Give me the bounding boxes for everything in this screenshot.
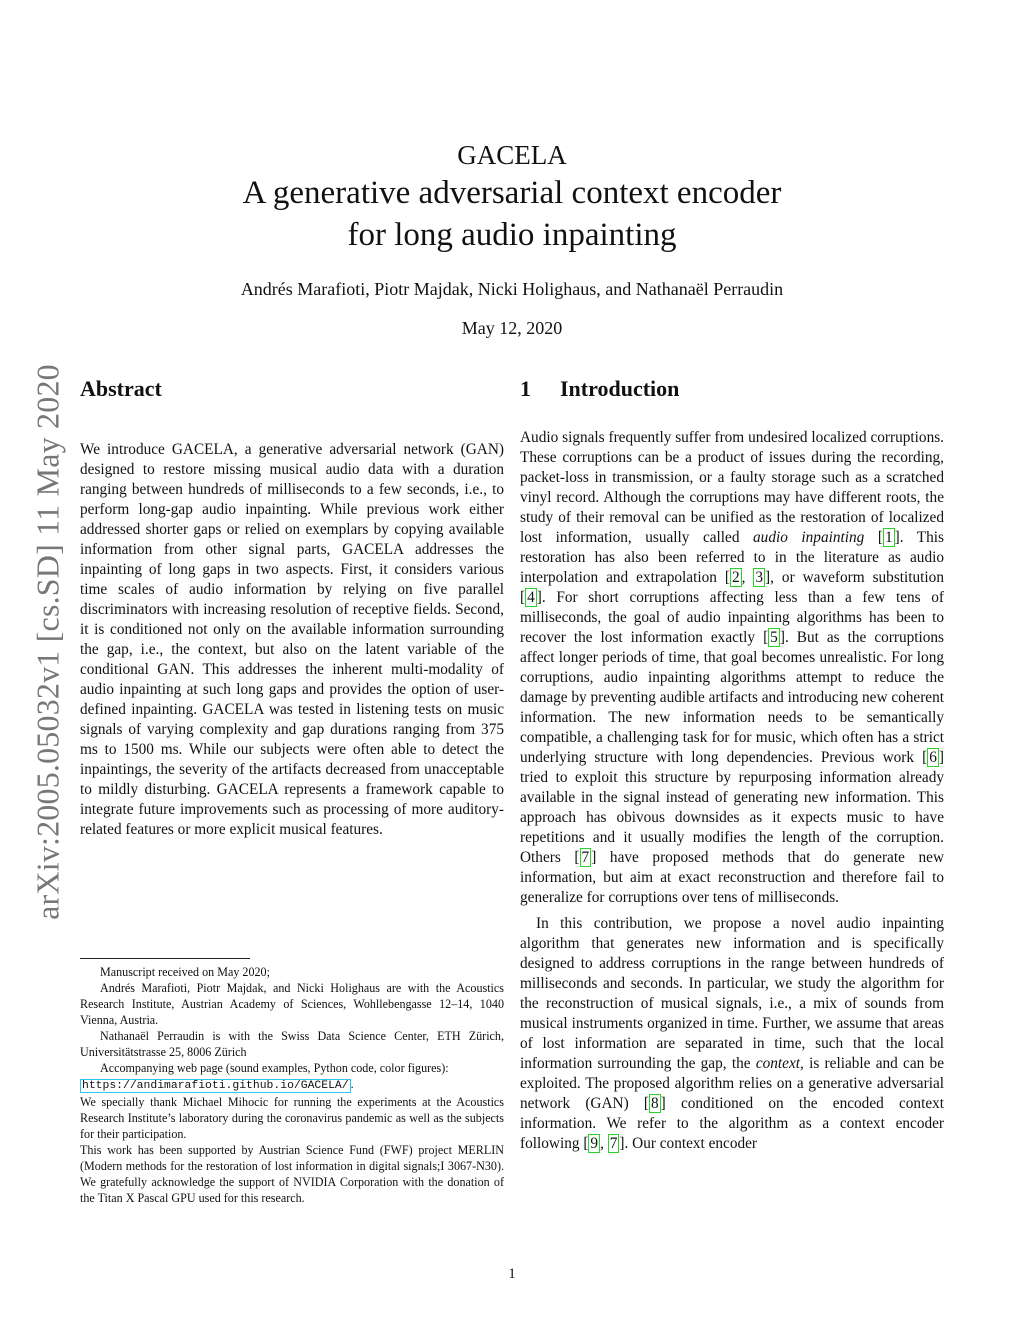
citation-link[interactable]: 7 <box>581 849 590 866</box>
footnote-thanks: We specially thank Michael Mihocic for running the experiments at the Acoustics Research Institute’s laboratory during the coronavirus pandemic as well as the subjects for their participation. <box>80 1095 504 1141</box>
citation-link[interactable]: 7 <box>609 1135 618 1152</box>
footnote-webpage: Accompanying web page (sound examples, Python code, color figures): <box>100 1061 449 1075</box>
authors: Andrés Marafioti, Piotr Majdak, Nicki Holighaus, and Nathanaël Perraudin <box>240 279 784 299</box>
title-line-2: for long audio inpainting <box>347 217 677 253</box>
intro-p2-text: In this contribution, we propose a novel audio inpainting algorithm that generates new information and is specifically designed to address corruptions in the range between hundreds of milliseconds and seconds. In particular, we study the algorithm for the reconstruction of musical signals, i.e., a mix of sounds from musical instruments organized in time. Further, we assume that areas of lost information are separated in time, such that the local information surrounding the gap, the <box>520 915 944 1072</box>
section-title: Introduction <box>560 376 680 401</box>
footnote-affiliation-2: Nathanaël Perraudin is with the Swiss Data Science Center, ETH Zürich, Universitätstrasse 25, 8006 Zürich <box>80 1029 504 1059</box>
footnote-affiliation-1: Andrés Marafioti, Piotr Majdak, and Nicki Holighaus are with the Acoustics Research Institute, Austrian Academy of Sciences, Wohllebengasse 12–14, 1040 Vienna, Austria. <box>80 981 504 1027</box>
title-acronym: GACELA <box>457 140 567 170</box>
citation-link[interactable]: 9 <box>590 1135 599 1152</box>
intro-p1-text: , or waveform substitution <box>770 569 944 586</box>
intro-heading <box>520 376 679 402</box>
page-number: 1 <box>508 1266 516 1282</box>
citation-link[interactable]: 4 <box>527 589 535 606</box>
term-context: context <box>755 1055 800 1072</box>
citation-link[interactable]: 1 <box>884 529 893 546</box>
intro-p2-text: . Our context encoder <box>624 1135 758 1152</box>
abstract-text: We introduce GACELA, a generative adversarial network (GAN) designed to restore missing musical audio data with a duration ranging between hundreds of milliseconds to a few seconds, i.e., to perform long-gap audio inpainting. While previous work either addressed shorter gaps or relied on exemplars by copying available information from other signal parts, GACELA addresses the inpainting of long gaps in two aspects. First, it considers various time scales of audio information by relying on five parallel discriminators with increasing resolution of receptive fields. Second, it is conditioned not only on the available information surrounding the gap, i.e., the context, but also on the latent variable of the conditional GAN. This addresses the inherent multi-modality of audio inpainting at such long gaps and provides the option of user-defined inpainting. GACELA was tested in listening tests on music signals of varying complexity and gap durations ranging from 375 ms to 1500 ms. While our subjects were often able to detect the inpaintings, the severity of the artifacts decreased from unacceptable to mildly disturbing. GACELA represents a framework capable to integrate future improvements such as processing of more auditory-related features or more explicit musical features. <box>80 441 504 838</box>
footnotes <box>80 964 504 1206</box>
intro-p1-text: . For short corruptions affecting less than a few tens of milliseconds, the goal of audio inpainting algorithms has been to recover the lost information exactly <box>520 589 944 646</box>
footnote-rule <box>80 958 250 959</box>
arxiv-stamp-text: arXiv:2005.05032v1 [cs.SD] 11 May 2020 <box>29 364 66 920</box>
footnote-received: Manuscript received on May 2020; <box>100 965 270 979</box>
section-number: 1 <box>520 376 531 401</box>
title-block <box>0 138 1024 256</box>
intro-p1-text: Audio signals frequently suffer from undesired localized corruptions. These corruptions can be a product of issues during the recording, packet-loss in transmission, or a faulty storage such as a scratched vinyl record. Although the corruptions may have different roots, the study of their removal can be unified as the restoration of localized lost information, usually called <box>520 429 944 546</box>
citation-link[interactable]: 5 <box>770 629 778 646</box>
citation-link[interactable]: 3 <box>755 569 764 586</box>
citation-link[interactable]: 8 <box>651 1095 659 1112</box>
intro-p1-text: . This restoration has also been referred to in the literature as audio interpolation and extrapolation <box>520 529 944 586</box>
abstract-heading: Abstract <box>80 376 162 401</box>
footnote-url-line: https://andimarafioti.github.io/GACELA/ . <box>82 1077 354 1092</box>
date: May 12, 2020 <box>461 318 563 338</box>
arxiv-stamp <box>28 344 68 940</box>
intro-p2-text: conditioned on the encoded context information. We refer to the algorithm as a context encoder following <box>520 1095 945 1152</box>
intro-p2-text: , is reliable and can be exploited. The proposed algorithm relies on a generative adversarial network (GAN) <box>520 1055 944 1112</box>
intro-p1-text: . But as the corruptions affect longer periods of time, that goal becomes unrealistic. For long corruptions, audio inpainting algorithms attempt to reduce the damage by preventing audible artifacts and introducing new coherent information. The new information needs to be semantically compatible, a challenging task for for music, which often has a strict underlying structure with long dependencies. Previous work <box>520 629 944 766</box>
citation-link[interactable]: 6 <box>929 749 937 766</box>
webpage-link[interactable]: https://andimarafioti.github.io/GACELA/ <box>82 1080 349 1092</box>
citation-link[interactable]: 2 <box>731 569 740 586</box>
intro-paragraph-2: In this contribution, we propose a novel audio inpainting algorithm that generates new information and is specifically designed to address corruptions in the range between hundreds of milliseconds and seconds. In particular, we study the algorithm for the reconstruction of musical signals, i.e., a mix of sounds from musical instruments organized in time. Further, we assume that areas of lost information are separated in time, such that the local information surrounding the gap, the context, is reliable and can be exploited. The proposed algorithm relies on a generative adversarial network (GAN) [ 8 ] conditioned on the encoded context information. We refer to the algorithm as a context encoder following [ 9 , 7 ]. Our context encoder <box>520 915 945 1152</box>
intro-body <box>520 428 944 1154</box>
intro-p1-text: tried to exploit this structure by repurposing information already available in the signal instead of generating new information. This approach has obivous downsides as it expects music to have repetitions and it usually modifies the length of the corruption. Others <box>520 769 944 866</box>
intro-p1-text: have proposed methods that do generate new information, but aim at exact reconstruction and therefore fail to generalize for corruptions over tens of milliseconds. <box>520 849 944 906</box>
footnote-funding: This work has been supported by Austrian Science Fund (FWF) project MERLIN (Modern methods for the restoration of lost information in digital signals;I 3067-N30). We gratefully acknowledge the support of NVIDIA Corporation with the donation of the Titan X Pascal GPU used for this research. <box>80 1143 504 1205</box>
intro-paragraph-1: Audio signals frequently suffer from undesired localized corruptions. These corruptions can be a product of issues during the recording, packet-loss in transmission, or a faulty storage such as a scratched vinyl record. Although the corruptions may have different roots, the study of their removal can be unified as the restoration of localized lost information, usually called audio inpainting [ 1 ]. This restoration has also been referred to in the literature as audio interpolation and extrapolation [ 2 , 3 ], or waveform substitution [ 4 ]. For short corruptions affecting less than a few tens of milliseconds, the goal of audio inpainting algorithms has been to recover the lost information exactly [ 5 ]. But as the corruptions affect longer periods of time, that goal becomes unrealistic. For long corruptions, audio inpainting algorithms attempt to reduce the damage by preventing audible artifacts and introducing new coherent information. The new information needs to be semantically compatible, a challenging task for for music, which often has a strict underlying structure with long dependencies. Previous work [ 6 ] tried to exploit this structure by repurposing information already available in the signal instead of generating new information. This approach has obivous downsides as it expects music to have repetitions and it usually modifies the length of the corruption. Others [ 7 ] have proposed methods that do generate new information, but aim at exact reconstruction and therefore fail to generalize for corruptions over tens of milliseconds. <box>520 429 944 906</box>
term-audio-inpainting: audio inpainting <box>753 529 865 546</box>
title-line-1: A generative adversarial context encoder <box>242 175 782 211</box>
